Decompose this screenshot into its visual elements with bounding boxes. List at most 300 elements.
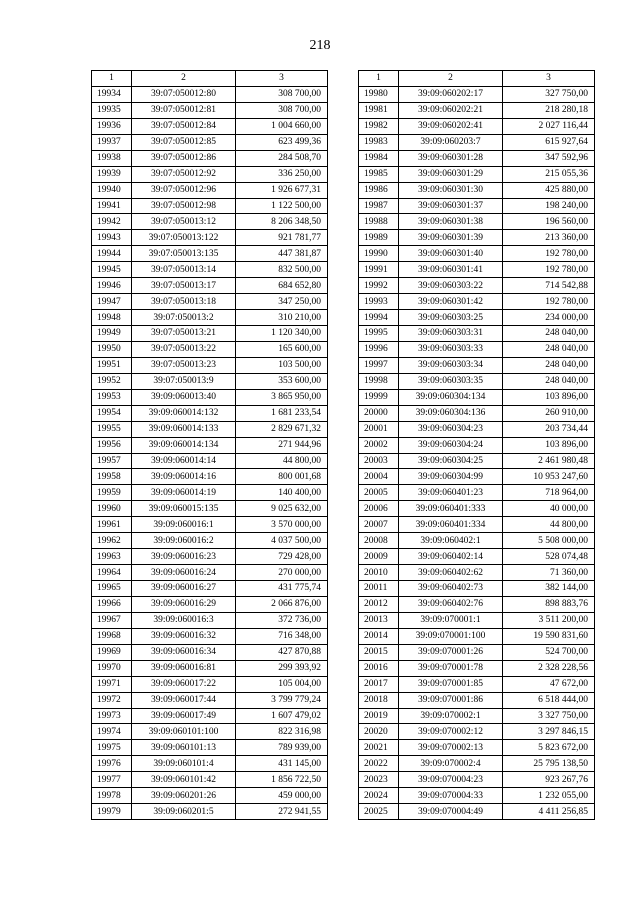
value-cell: 425 880,00 <box>503 182 595 198</box>
value-cell: 729 428,00 <box>236 549 328 565</box>
value-cell: 353 600,00 <box>236 373 328 389</box>
row-index-cell: 19980 <box>359 86 399 102</box>
cadastral-number-cell: 39:09:060401:333 <box>399 501 503 517</box>
value-cell: 215 055,36 <box>503 166 595 182</box>
row-index-cell: 19987 <box>359 198 399 214</box>
table-row <box>359 86 595 102</box>
value-cell: 921 781,77 <box>236 230 328 246</box>
cadastral-number-cell: 39:07:050013:17 <box>132 278 236 294</box>
value-cell: 1 926 677,31 <box>236 182 328 198</box>
value-cell: 271 944,96 <box>236 437 328 453</box>
row-index-cell: 19967 <box>92 612 132 628</box>
value-cell: 299 393,92 <box>236 660 328 676</box>
row-index-cell: 19945 <box>92 262 132 278</box>
row-index-cell: 19947 <box>92 294 132 310</box>
row-index-cell: 19969 <box>92 644 132 660</box>
table-row <box>92 517 328 533</box>
cadastral-number-cell: 39:09:060402:1 <box>399 533 503 549</box>
row-index-cell: 19941 <box>92 198 132 214</box>
row-index-cell: 19991 <box>359 262 399 278</box>
row-index-cell: 19952 <box>92 373 132 389</box>
table-row <box>92 692 328 708</box>
row-index-cell: 20024 <box>359 788 399 804</box>
value-cell: 192 780,00 <box>503 294 595 310</box>
row-index-cell: 19940 <box>92 182 132 198</box>
value-cell: 192 780,00 <box>503 262 595 278</box>
value-cell: 716 348,00 <box>236 628 328 644</box>
row-index-cell: 19982 <box>359 118 399 134</box>
value-cell: 615 927,64 <box>503 134 595 150</box>
row-index-cell: 19994 <box>359 310 399 326</box>
value-cell: 372 736,00 <box>236 612 328 628</box>
page-number: 218 <box>309 38 331 53</box>
cadastral-number-cell: 39:09:060301:30 <box>399 182 503 198</box>
value-cell: 203 734,44 <box>503 421 595 437</box>
cadastral-number-cell: 39:09:070002:4 <box>399 756 503 772</box>
cadastral-number-cell: 39:09:060101:42 <box>132 772 236 788</box>
row-index-cell: 20010 <box>359 565 399 581</box>
cadastral-number-cell: 39:09:070004:49 <box>399 804 503 820</box>
table-row <box>359 788 595 804</box>
row-index-cell: 20022 <box>359 756 399 772</box>
row-index-cell: 19978 <box>92 788 132 804</box>
column-header-3: 3 <box>503 71 595 87</box>
value-cell: 714 542,88 <box>503 278 595 294</box>
cadastral-number-cell: 39:09:060304:99 <box>399 469 503 485</box>
row-index-cell: 20004 <box>359 469 399 485</box>
table-row <box>92 549 328 565</box>
cadastral-number-cell: 39:09:060017:49 <box>132 708 236 724</box>
cadastral-number-cell: 39:09:060202:21 <box>399 102 503 118</box>
row-index-cell: 20011 <box>359 581 399 597</box>
row-index-cell: 19966 <box>92 596 132 612</box>
value-cell: 327 750,00 <box>503 86 595 102</box>
table-row <box>359 740 595 756</box>
value-cell: 1 681 233,54 <box>236 405 328 421</box>
row-index-cell: 20012 <box>359 596 399 612</box>
table-row <box>359 262 595 278</box>
cadastral-number-cell: 39:09:060014:16 <box>132 469 236 485</box>
value-cell: 248 040,00 <box>503 357 595 373</box>
cadastral-number-cell: 39:09:060016:1 <box>132 517 236 533</box>
row-index-cell: 19957 <box>92 453 132 469</box>
row-index-cell: 19949 <box>92 326 132 342</box>
value-cell: 832 500,00 <box>236 262 328 278</box>
cadastral-number-cell: 39:09:060304:23 <box>399 421 503 437</box>
row-index-cell: 19936 <box>92 118 132 134</box>
row-index-cell: 19954 <box>92 405 132 421</box>
cadastral-number-cell: 39:09:060016:2 <box>132 533 236 549</box>
value-cell: 103 500,00 <box>236 357 328 373</box>
table-row <box>359 565 595 581</box>
row-index-cell: 19983 <box>359 134 399 150</box>
table-row <box>359 692 595 708</box>
value-cell: 789 939,00 <box>236 740 328 756</box>
table-row <box>92 437 328 453</box>
value-cell: 524 700,00 <box>503 644 595 660</box>
cadastral-number-cell: 39:09:060016:3 <box>132 612 236 628</box>
row-index-cell: 19989 <box>359 230 399 246</box>
row-index-cell: 19964 <box>92 565 132 581</box>
table-row <box>359 198 595 214</box>
value-cell: 1 120 340,00 <box>236 326 328 342</box>
row-index-cell: 19988 <box>359 214 399 230</box>
value-cell: 165 600,00 <box>236 341 328 357</box>
value-cell: 2 829 671,32 <box>236 421 328 437</box>
row-index-cell: 19986 <box>359 182 399 198</box>
value-cell: 284 508,70 <box>236 150 328 166</box>
table-row <box>92 86 328 102</box>
table-row <box>359 166 595 182</box>
row-index-cell: 19984 <box>359 150 399 166</box>
cadastral-number-cell: 39:09:070004:23 <box>399 772 503 788</box>
value-cell: 822 316,98 <box>236 724 328 740</box>
cadastral-number-cell: 39:07:050012:84 <box>132 118 236 134</box>
cadastral-number-cell: 39:09:060016:27 <box>132 581 236 597</box>
value-cell: 19 590 831,60 <box>503 628 595 644</box>
table-row <box>359 533 595 549</box>
row-index-cell: 20019 <box>359 708 399 724</box>
value-cell: 1 856 722,50 <box>236 772 328 788</box>
table-row <box>359 437 595 453</box>
cadastral-number-cell: 39:09:060014:132 <box>132 405 236 421</box>
value-cell: 248 040,00 <box>503 341 595 357</box>
row-index-cell: 19972 <box>92 692 132 708</box>
value-cell: 3 865 950,00 <box>236 389 328 405</box>
value-cell: 4 411 256,85 <box>503 804 595 820</box>
table-row <box>92 724 328 740</box>
row-index-cell: 19944 <box>92 246 132 262</box>
table-row <box>92 676 328 692</box>
row-index-cell: 20025 <box>359 804 399 820</box>
table-row <box>92 533 328 549</box>
table-row <box>359 485 595 501</box>
cadastral-number-cell: 39:09:070004:33 <box>399 788 503 804</box>
row-index-cell: 19943 <box>92 230 132 246</box>
cadastral-number-cell: 39:09:070001:86 <box>399 692 503 708</box>
table-row <box>359 501 595 517</box>
row-index-cell: 20001 <box>359 421 399 437</box>
table-row <box>359 102 595 118</box>
cadastral-number-cell: 39:09:060101:100 <box>132 724 236 740</box>
row-index-cell: 20006 <box>359 501 399 517</box>
table-row <box>92 166 328 182</box>
cadastral-number-cell: 39:09:060301:41 <box>399 262 503 278</box>
value-cell: 103 896,00 <box>503 389 595 405</box>
value-cell: 898 883,76 <box>503 596 595 612</box>
table-row <box>359 772 595 788</box>
row-index-cell: 19946 <box>92 278 132 294</box>
table-row <box>92 708 328 724</box>
cadastral-number-cell: 39:09:060016:23 <box>132 549 236 565</box>
table-row <box>92 357 328 373</box>
table-row <box>92 389 328 405</box>
value-cell: 800 001,68 <box>236 469 328 485</box>
table-row <box>359 804 595 820</box>
cadastral-number-cell: 39:09:060301:29 <box>399 166 503 182</box>
table-row <box>359 118 595 134</box>
row-index-cell: 20023 <box>359 772 399 788</box>
cadastral-number-cell: 39:07:050013:22 <box>132 341 236 357</box>
left-table <box>91 70 328 820</box>
value-cell: 103 896,00 <box>503 437 595 453</box>
row-index-cell: 20013 <box>359 612 399 628</box>
row-index-cell: 19968 <box>92 628 132 644</box>
cadastral-number-cell: 39:09:070001:1 <box>399 612 503 628</box>
table-row <box>92 485 328 501</box>
table-row <box>92 118 328 134</box>
value-cell: 25 795 138,50 <box>503 756 595 772</box>
table-row <box>92 198 328 214</box>
value-cell: 3 570 000,00 <box>236 517 328 533</box>
row-index-cell: 19975 <box>92 740 132 756</box>
value-cell: 718 964,00 <box>503 485 595 501</box>
row-index-cell: 19979 <box>92 804 132 820</box>
cadastral-number-cell: 39:07:050013:18 <box>132 294 236 310</box>
cadastral-number-cell: 39:09:070001:26 <box>399 644 503 660</box>
table-row <box>359 517 595 533</box>
table-row <box>92 262 328 278</box>
cadastral-number-cell: 39:07:050013:135 <box>132 246 236 262</box>
cadastral-number-cell: 39:09:060304:136 <box>399 405 503 421</box>
cadastral-number-cell: 39:09:060014:134 <box>132 437 236 453</box>
cadastral-number-cell: 39:09:070001:78 <box>399 660 503 676</box>
table-row <box>359 708 595 724</box>
value-cell: 10 953 247,60 <box>503 469 595 485</box>
column-header-1: 1 <box>92 71 132 87</box>
cadastral-number-cell: 39:07:050013:9 <box>132 373 236 389</box>
table-row <box>92 804 328 820</box>
value-cell: 40 000,00 <box>503 501 595 517</box>
row-index-cell: 19993 <box>359 294 399 310</box>
table-row <box>92 150 328 166</box>
row-index-cell: 20015 <box>359 644 399 660</box>
value-cell: 5 508 000,00 <box>503 533 595 549</box>
value-cell: 923 267,76 <box>503 772 595 788</box>
table-row <box>359 405 595 421</box>
row-index-cell: 20016 <box>359 660 399 676</box>
table-row <box>359 581 595 597</box>
row-index-cell: 19995 <box>359 326 399 342</box>
cadastral-number-cell: 39:09:060101:13 <box>132 740 236 756</box>
row-index-cell: 19959 <box>92 485 132 501</box>
table-row <box>92 788 328 804</box>
value-cell: 272 941,55 <box>236 804 328 820</box>
row-index-cell: 20017 <box>359 676 399 692</box>
table-row <box>359 453 595 469</box>
cadastral-number-cell: 39:09:060301:42 <box>399 294 503 310</box>
table-row <box>92 230 328 246</box>
column-header-2: 2 <box>399 71 503 87</box>
cadastral-number-cell: 39:09:060304:134 <box>399 389 503 405</box>
value-cell: 248 040,00 <box>503 373 595 389</box>
table-row <box>92 134 328 150</box>
row-index-cell: 19976 <box>92 756 132 772</box>
table-row <box>359 389 595 405</box>
value-cell: 47 672,00 <box>503 676 595 692</box>
value-cell: 1 004 660,00 <box>236 118 328 134</box>
cadastral-number-cell: 39:07:050012:92 <box>132 166 236 182</box>
value-cell: 9 025 632,00 <box>236 501 328 517</box>
row-index-cell: 20000 <box>359 405 399 421</box>
table-row <box>92 421 328 437</box>
cadastral-number-cell: 39:09:060203:7 <box>399 134 503 150</box>
cadastral-number-cell: 39:07:050013:21 <box>132 326 236 342</box>
row-index-cell: 19977 <box>92 772 132 788</box>
left-table-body <box>92 86 328 819</box>
row-index-cell: 19999 <box>359 389 399 405</box>
cadastral-number-cell: 39:09:060304:24 <box>399 437 503 453</box>
column-header-3: 3 <box>236 71 328 87</box>
cadastral-number-cell: 39:09:060301:40 <box>399 246 503 262</box>
value-cell: 4 037 500,00 <box>236 533 328 549</box>
cadastral-number-cell: 39:09:060016:29 <box>132 596 236 612</box>
value-cell: 2 066 876,00 <box>236 596 328 612</box>
table-row <box>92 326 328 342</box>
table-row <box>92 612 328 628</box>
table-row <box>359 357 595 373</box>
value-cell: 3 799 779,24 <box>236 692 328 708</box>
value-cell: 1 607 479,02 <box>236 708 328 724</box>
table-row <box>92 565 328 581</box>
column-header-2: 2 <box>132 71 236 87</box>
cadastral-number-cell: 39:09:060402:76 <box>399 596 503 612</box>
cadastral-number-cell: 39:09:060016:34 <box>132 644 236 660</box>
table-row <box>359 660 595 676</box>
row-index-cell: 19934 <box>92 86 132 102</box>
cadastral-number-cell: 39:09:060101:4 <box>132 756 236 772</box>
row-index-cell: 19996 <box>359 341 399 357</box>
cadastral-number-cell: 39:09:060014:19 <box>132 485 236 501</box>
value-cell: 5 823 672,00 <box>503 740 595 756</box>
row-index-cell: 19942 <box>92 214 132 230</box>
cadastral-number-cell: 39:09:060202:17 <box>399 86 503 102</box>
cadastral-number-cell: 39:09:060401:23 <box>399 485 503 501</box>
cadastral-number-cell: 39:09:060402:14 <box>399 549 503 565</box>
value-cell: 3 327 750,00 <box>503 708 595 724</box>
table-row <box>92 246 328 262</box>
cadastral-number-cell: 39:09:060202:41 <box>399 118 503 134</box>
row-index-cell: 19965 <box>92 581 132 597</box>
value-cell: 684 652,80 <box>236 278 328 294</box>
table-row <box>359 150 595 166</box>
value-cell: 347 250,00 <box>236 294 328 310</box>
row-index-cell: 20014 <box>359 628 399 644</box>
table-row <box>359 421 595 437</box>
table-row <box>359 134 595 150</box>
row-index-cell: 19974 <box>92 724 132 740</box>
value-cell: 213 360,00 <box>503 230 595 246</box>
row-index-cell: 20005 <box>359 485 399 501</box>
row-index-cell: 20003 <box>359 453 399 469</box>
table-row <box>92 772 328 788</box>
value-cell: 2 328 228,56 <box>503 660 595 676</box>
row-index-cell: 19981 <box>359 102 399 118</box>
row-index-cell: 20020 <box>359 724 399 740</box>
row-index-cell: 19962 <box>92 533 132 549</box>
cadastral-number-cell: 39:09:060014:133 <box>132 421 236 437</box>
table-row <box>359 246 595 262</box>
row-index-cell: 19951 <box>92 357 132 373</box>
value-cell: 427 870,88 <box>236 644 328 660</box>
table-row <box>359 230 595 246</box>
row-index-cell: 19935 <box>92 102 132 118</box>
row-index-cell: 20007 <box>359 517 399 533</box>
cadastral-number-cell: 39:09:060016:81 <box>132 660 236 676</box>
row-index-cell: 19998 <box>359 373 399 389</box>
value-cell: 1 122 500,00 <box>236 198 328 214</box>
cadastral-number-cell: 39:09:060303:34 <box>399 357 503 373</box>
row-index-cell: 19985 <box>359 166 399 182</box>
cadastral-number-cell: 39:07:050012:98 <box>132 198 236 214</box>
value-cell: 140 400,00 <box>236 485 328 501</box>
table-row <box>359 676 595 692</box>
value-cell: 431 775,74 <box>236 581 328 597</box>
table-row <box>359 596 595 612</box>
cadastral-number-cell: 39:09:060301:39 <box>399 230 503 246</box>
table-header-row <box>92 71 328 87</box>
cadastral-number-cell: 39:07:050013:2 <box>132 310 236 326</box>
row-index-cell: 19937 <box>92 134 132 150</box>
cadastral-number-cell: 39:07:050012:86 <box>132 150 236 166</box>
table-row <box>359 294 595 310</box>
table-row <box>92 373 328 389</box>
cadastral-number-cell: 39:09:060303:33 <box>399 341 503 357</box>
value-cell: 218 280,18 <box>503 102 595 118</box>
row-index-cell: 19992 <box>359 278 399 294</box>
cadastral-number-cell: 39:07:050012:80 <box>132 86 236 102</box>
value-cell: 431 145,00 <box>236 756 328 772</box>
cadastral-number-cell: 39:07:050012:96 <box>132 182 236 198</box>
cadastral-number-cell: 39:09:060017:22 <box>132 676 236 692</box>
table-header-row <box>359 71 595 87</box>
value-cell: 3 297 846,15 <box>503 724 595 740</box>
value-cell: 528 074,48 <box>503 549 595 565</box>
row-index-cell: 19956 <box>92 437 132 453</box>
value-cell: 347 592,96 <box>503 150 595 166</box>
table-row <box>359 469 595 485</box>
value-cell: 71 360,00 <box>503 565 595 581</box>
value-cell: 44 800,00 <box>236 453 328 469</box>
table-row <box>359 182 595 198</box>
table-row <box>92 756 328 772</box>
row-index-cell: 19938 <box>92 150 132 166</box>
cadastral-number-cell: 39:09:060401:334 <box>399 517 503 533</box>
value-cell: 2 027 116,44 <box>503 118 595 134</box>
value-cell: 447 381,87 <box>236 246 328 262</box>
table-row <box>92 294 328 310</box>
row-index-cell: 19958 <box>92 469 132 485</box>
table-row <box>359 326 595 342</box>
table-row <box>92 405 328 421</box>
value-cell: 459 000,00 <box>236 788 328 804</box>
row-index-cell: 19963 <box>92 549 132 565</box>
row-index-cell: 19950 <box>92 341 132 357</box>
table-row <box>359 612 595 628</box>
cadastral-number-cell: 39:09:060301:28 <box>399 150 503 166</box>
table-row <box>92 740 328 756</box>
column-header-1: 1 <box>359 71 399 87</box>
cadastral-number-cell: 39:09:060015:135 <box>132 501 236 517</box>
row-index-cell: 20008 <box>359 533 399 549</box>
table-row <box>359 756 595 772</box>
row-index-cell: 19939 <box>92 166 132 182</box>
table-row <box>92 644 328 660</box>
value-cell: 105 004,00 <box>236 676 328 692</box>
table-row <box>359 644 595 660</box>
row-index-cell: 19961 <box>92 517 132 533</box>
row-index-cell: 20009 <box>359 549 399 565</box>
